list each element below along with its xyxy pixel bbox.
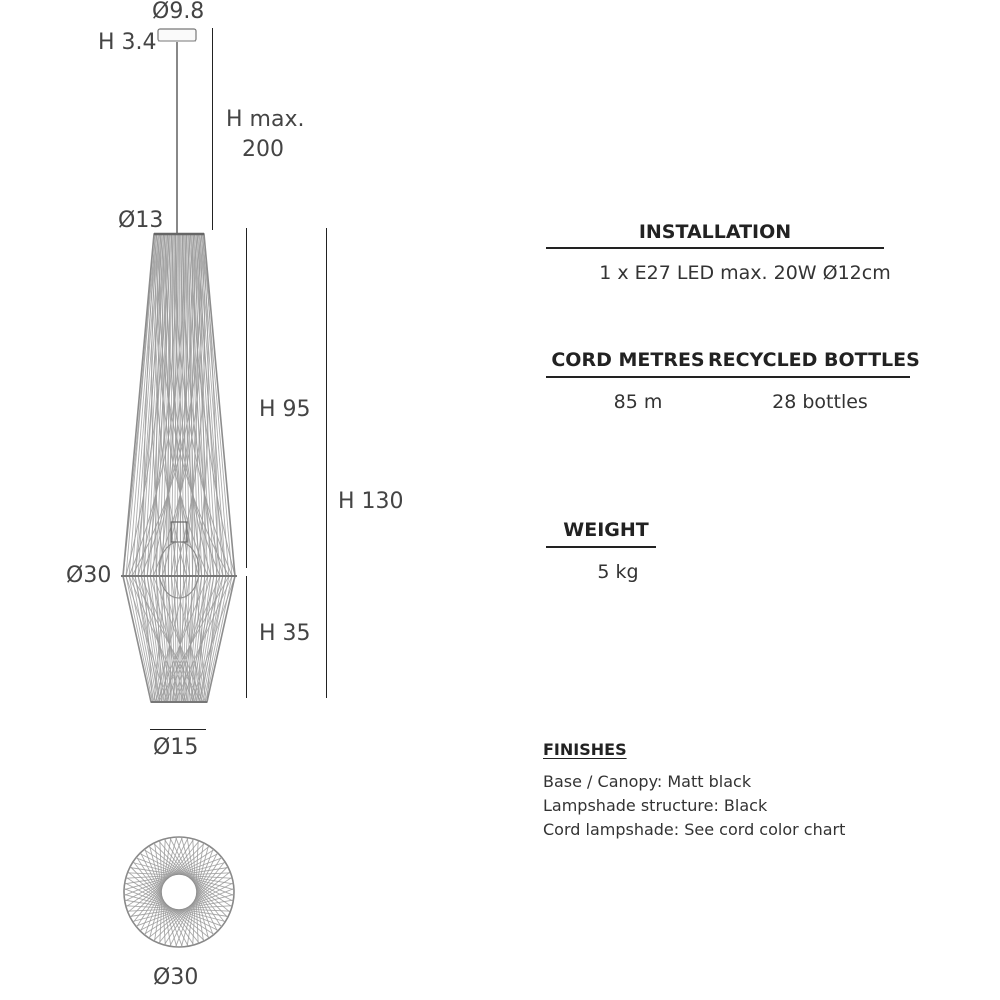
top-diameter-label: Ø13: [118, 208, 164, 233]
cord-metres-value: 85 m: [613, 391, 663, 413]
weight-value: 5 kg: [597, 561, 639, 583]
finish-base: Base / Canopy: Matt black: [543, 772, 752, 791]
canopy: [158, 29, 196, 41]
top-view-diameter-label: Ø30: [153, 965, 199, 990]
cord-metres-heading: CORD METRES: [551, 349, 705, 371]
installation-value: 1 x E27 LED max. 20W Ø12cm: [599, 262, 891, 284]
canopy-height-label: H 3.4: [98, 30, 157, 55]
materials-rule: [546, 376, 910, 378]
mid-diameter-label: Ø30: [66, 563, 112, 588]
upper-height-line: [246, 228, 247, 568]
finish-cord: Cord lampshade: See cord color chart: [543, 820, 846, 839]
lampshade-top-view: [124, 837, 234, 947]
cord-height-label-line2: 200: [242, 137, 284, 162]
lower-height-label: H 35: [259, 621, 311, 646]
total-height-label: H 130: [338, 489, 404, 514]
bottom-diameter-label: Ø15: [153, 735, 199, 760]
installation-heading: INSTALLATION: [638, 221, 792, 243]
canopy-diameter-label: Ø9.8: [152, 0, 205, 24]
total-height-line: [326, 228, 327, 698]
bottom-diameter-line: [150, 729, 206, 730]
recycled-bottles-heading: RECYCLED BOTTLES: [708, 349, 920, 371]
lampshade: [121, 234, 237, 702]
recycled-bottles-value: 28 bottles: [772, 391, 868, 413]
weight-rule: [546, 546, 656, 548]
installation-rule: [546, 247, 884, 249]
lower-height-line: [246, 576, 247, 698]
cord-height-line: [212, 28, 213, 230]
cord-height-label-line1: H max.: [226, 107, 305, 132]
finish-structure: Lampshade structure: Black: [543, 796, 768, 815]
weight-heading: WEIGHT: [563, 519, 649, 541]
upper-height-label: H 95: [259, 397, 311, 422]
finishes-title: FINISHES: [543, 740, 627, 759]
